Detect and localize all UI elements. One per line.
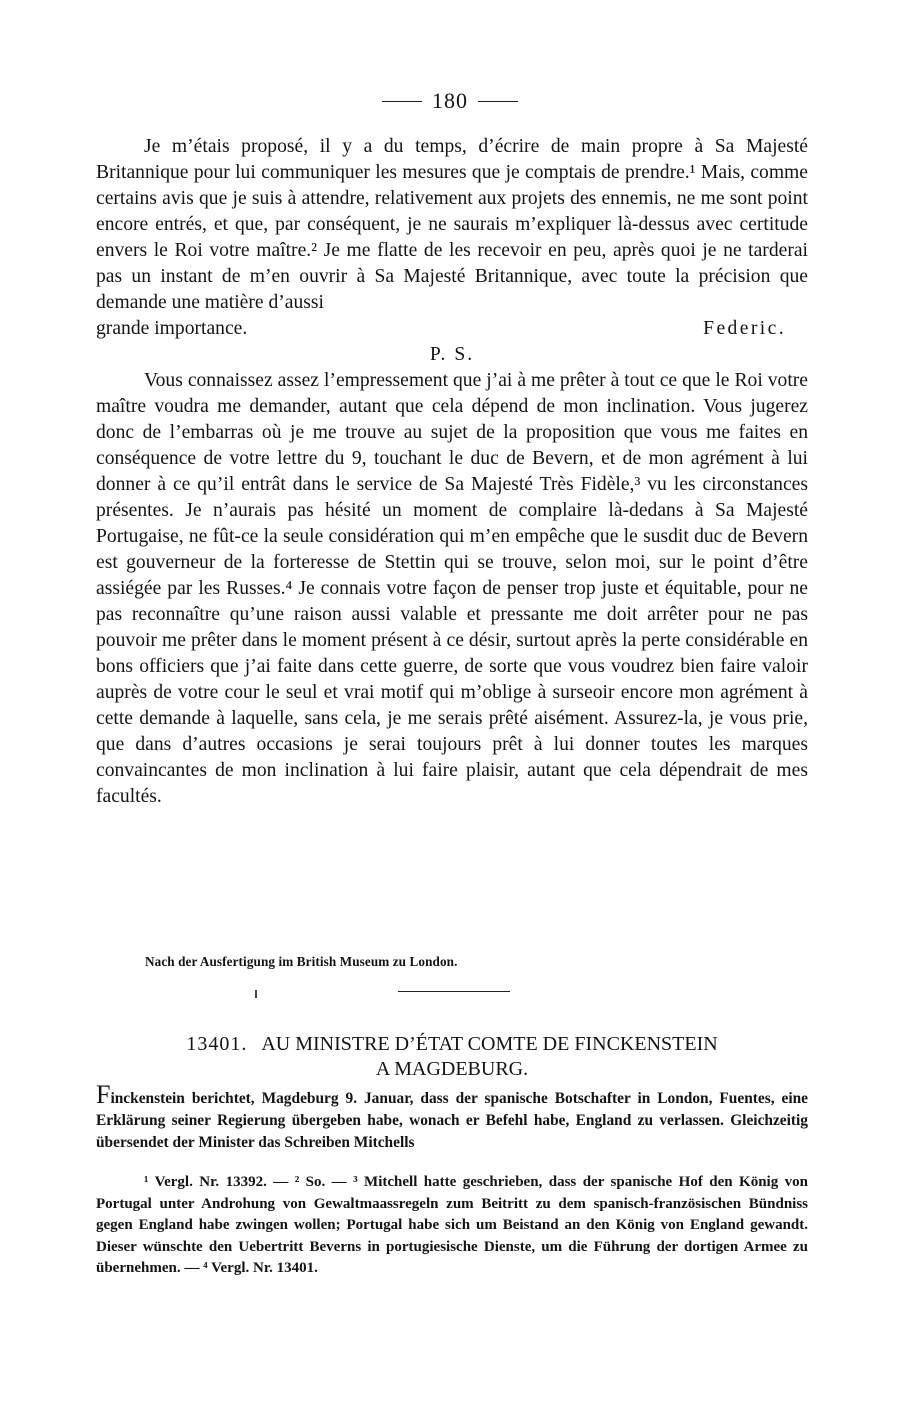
letter-paragraph-2: Vous connaissez assez l’empressement que j’ai à me prêter à tout ce que le Roi votre maître voudra me demander, autant que cela dépend de mon inclination. Vous jugerez donc de l’embarras où je me trouve au sujet de la proposition que vous me faites en conséquence de votre lettre du 9, touchant le duc de Bevern, et de mon agrément à lui donner à ce qu’il entrât dans le service de Sa Majesté Très Fidèle,³ vu les circonstances présentes. Je n’aurais pas hésité un moment de complaire là-dedans à Sa Majesté Portugaise, ne fût-ce la seule considération qui m’en empêche que le susdit duc de Bevern est gouverneur de la forteresse de Stettin qui se trouve, selon moi, sur le point d’être assiégée par les Russes.⁴ Je connais votre façon de penser trop juste et équitable, pour ne pas reconnaître qu’une raison aussi valable et pressante me doit arrêter pour ne pas pouvoir me prêter dans le moment présent à ce désir, surtout après la perte considérable en bons officiers que j’ai faite dans cette guerre, de sorte que vous voudrez bien faire valoir auprès de votre cour le seul et vrai motif qui m’oblige à surseoir encore mon agrément à cette demande à laquelle, sans cela, je me serais prêté aisément. Assurez-la, je vous prie, que dans d’autres occasions je serai toujours prêt à lui donner toutes les marques convaincantes de mon inclination à lui faire plaisir, autant que cela dépendrait de mes facultés. (96, 370, 808, 807)
summary-initial: F (96, 1080, 111, 1109)
entry-title-line-1 (96, 1032, 808, 1057)
entry-heading (96, 1032, 808, 1082)
signature-line (96, 316, 808, 342)
footnotes-text: ¹ Vergl. Nr. 13392. — ² So. — ³ Mitchell hatte geschrieben, dass der spanische Hof den König von Portugal unter Androhung von Gewaltmaassregeln zum Beitritt zu dem spanisch-französischen Bündniss gegen England habe zwingen wollen; Portugal habe sich um Beistand an den König von England gewandt. Dieser wünschte den Uebertritt Beverns in portugiesische Dienste, um die Führung der dortigen Armee zu übernehmen. — ⁴ Vergl. Nr. 13401. (96, 1174, 808, 1276)
summary-text: inckenstein berichtet, Magdeburg 9. Januar, dass der spanische Botschafter in London, Fuentes, eine Erklärung seiner Regierung übergeben habe, wonach er Befehl habe, England zu verlassen. Gleichzeitig übersendet der Minister das Schreiben Mitchells (96, 1090, 808, 1151)
postscript-heading: P. S. (429, 344, 475, 365)
header-rule-right (478, 101, 518, 102)
entry-summary (96, 1080, 808, 1154)
stray-mark (255, 990, 257, 998)
entry-title-line-2: A MAGDEBURG. (375, 1058, 529, 1080)
letter-paragraph-1: Je m’étais proposé, il y a du temps, d’écrire de main propre à Sa Majesté Britannique pour lui communiquer les mesures que je comptais de prendre.¹ Mais, comme certains avis que je suis à attendre, relativement aux projets des ennemis, ne me sont point encore entrés, et que, par conséquent, je ne saurais m’expliquer là-dessus avec certitude envers le Roi votre maître.² Je me flatte de les recevoir en peu, après quoi je ne tarderai pas un instant de m’en ouvrir à Sa Majesté Britannique, avec toute la précision que demande une matière d’aussi (96, 136, 808, 313)
entry-title-text: AU MINISTRE D’ÉTAT COMTE DE FINCKENSTEIN (261, 1033, 718, 1055)
signature: Federic. (703, 318, 786, 339)
footnotes (96, 1172, 808, 1280)
header-rule-left (382, 101, 422, 102)
page-number: 180 (432, 88, 468, 113)
letter-paragraph-1-end: grande importance. (96, 318, 248, 339)
letter-body (96, 134, 808, 810)
section-separator (398, 991, 510, 992)
source-note: Nach der Ausfertigung im British Museum zu London. (145, 954, 458, 969)
page-header (0, 88, 900, 114)
entry-number: 13401. (186, 1033, 248, 1055)
